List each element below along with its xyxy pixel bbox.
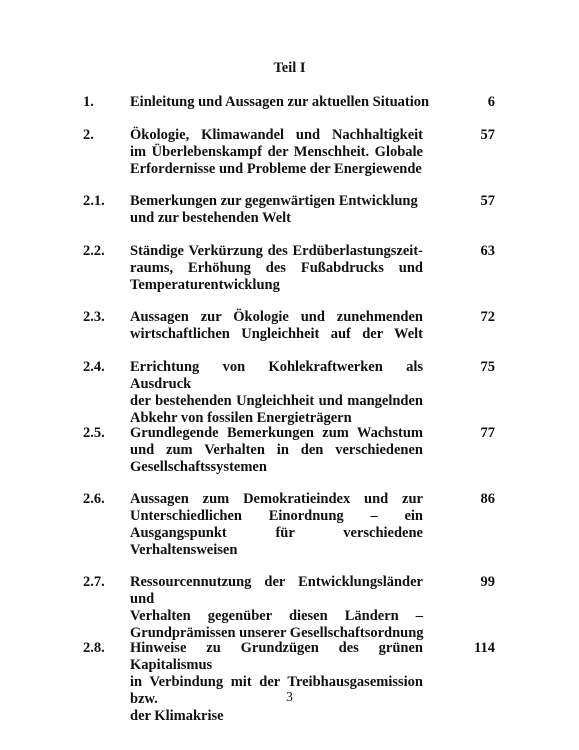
toc-entry-number: 1. [83, 94, 94, 110]
toc-entry-page: 99 [480, 574, 495, 590]
toc-entry-title-line: Ausgangspunkt für verschiedene [130, 525, 423, 541]
toc-entry-title-line: Aussagen zum Demokratieindex und zur [130, 491, 423, 507]
toc-entry-title [130, 127, 423, 178]
toc-entry-title-line: und zum Verhalten in den verschiedenen [130, 442, 423, 458]
toc-entry-title-line: Einleitung und Aussagen zur aktuellen Situation [130, 94, 430, 110]
toc-entry-title [130, 309, 423, 343]
toc-entry-title-line: Erfordernisse und Probleme der Energiewende [130, 161, 422, 177]
toc-entry-number: 2.6. [83, 491, 105, 507]
toc-entry-title [130, 94, 430, 111]
toc-entry-title-line: Temperaturentwicklung [130, 277, 280, 293]
toc-entry-number: 2.3. [83, 309, 105, 325]
toc-entry-title-line: Verhaltensweisen [130, 542, 238, 558]
toc-entry-title-line: Errichtung von Kohlekraftwerken als Ausdruck [130, 359, 423, 392]
toc-entry-title-line: der Klimakrise [130, 708, 224, 724]
toc-entry-page: 6 [487, 94, 495, 110]
toc-entry-title-line: Grundlegende Bemerkungen zum Wachstum [130, 425, 423, 441]
page-number: 3 [286, 689, 293, 704]
toc-entry-title-line: Ökologie, Klimawandel und Nachhaltigkeit [130, 127, 423, 143]
toc-entry-title [130, 243, 423, 294]
toc-entry-page: 75 [480, 359, 495, 375]
toc-entry-number: 2.4. [83, 359, 105, 375]
toc-entry-number: 2.5. [83, 425, 105, 441]
toc-entry-title-line: und zur bestehenden Welt [130, 210, 292, 226]
toc-entry-title [130, 491, 423, 559]
toc-entry-page: 63 [480, 243, 495, 259]
toc-entry-number: 2. [83, 127, 94, 143]
page-title: Teil I [273, 60, 306, 76]
toc-entry-title [130, 425, 423, 476]
toc-entry-title [130, 193, 423, 227]
toc-entry-page: 114 [474, 640, 495, 656]
toc-entry-page: 57 [480, 193, 495, 209]
toc-entry-title-line: Aussagen zur Ökologie und zunehmenden [130, 309, 423, 325]
toc-entry-title [130, 359, 423, 427]
toc-entry-title-line: Gesellschaftssystemen [130, 459, 267, 475]
toc-entry-title-line: Verhalten gegenüber diesen Ländern – [130, 608, 423, 624]
toc-entry-title-line: Ständige Verkürzung des Erdüberlastungszeit- [130, 243, 423, 259]
toc-entry-title-line: in Verbindung mit der Treibhausgasemission bzw. [130, 674, 423, 707]
toc-entry-page: 86 [480, 491, 495, 507]
toc-entry-title-line: raums, Erhöhung des Fußabdrucks und [130, 260, 423, 276]
toc-entry-title-line: Ressourcennutzung der Entwicklungsländer und [130, 574, 423, 607]
toc-entry-title-line: Hinweise zu Grundzügen des grünen Kapitalismus [130, 640, 423, 673]
toc-entry-title [130, 574, 423, 642]
toc-entry-title-line: Unterschiedlichen Einordnung – ein [130, 508, 423, 524]
toc-entry-page: 72 [480, 309, 495, 325]
toc-entry-title-line: im Überlebenskampf der Menschheit. Globale [130, 144, 423, 160]
toc-entry-number: 2.7. [83, 574, 105, 590]
toc-entry-title [130, 640, 423, 725]
toc-entry-title-line: Grundprämissen unserer Gesellschaftsordnung [130, 625, 424, 641]
toc-entry-number: 2.1. [83, 193, 105, 209]
toc-entry-title-line: der bestehenden Ungleichheit und mangelnden [130, 393, 423, 409]
toc-entry-title-line: Bemerkungen zur gegenwärtigen Entwicklung [130, 193, 418, 209]
toc-entry-title-line: wirtschaftlichen Ungleichheit auf der Welt [130, 326, 423, 342]
toc-entry-number: 2.8. [83, 640, 105, 656]
toc-entry-page: 57 [480, 127, 495, 143]
toc-entry-page: 77 [480, 425, 495, 441]
toc-entry-title-line: Abkehr von fossilen Energieträgern [130, 410, 352, 426]
toc-entry-number: 2.2. [83, 243, 105, 259]
